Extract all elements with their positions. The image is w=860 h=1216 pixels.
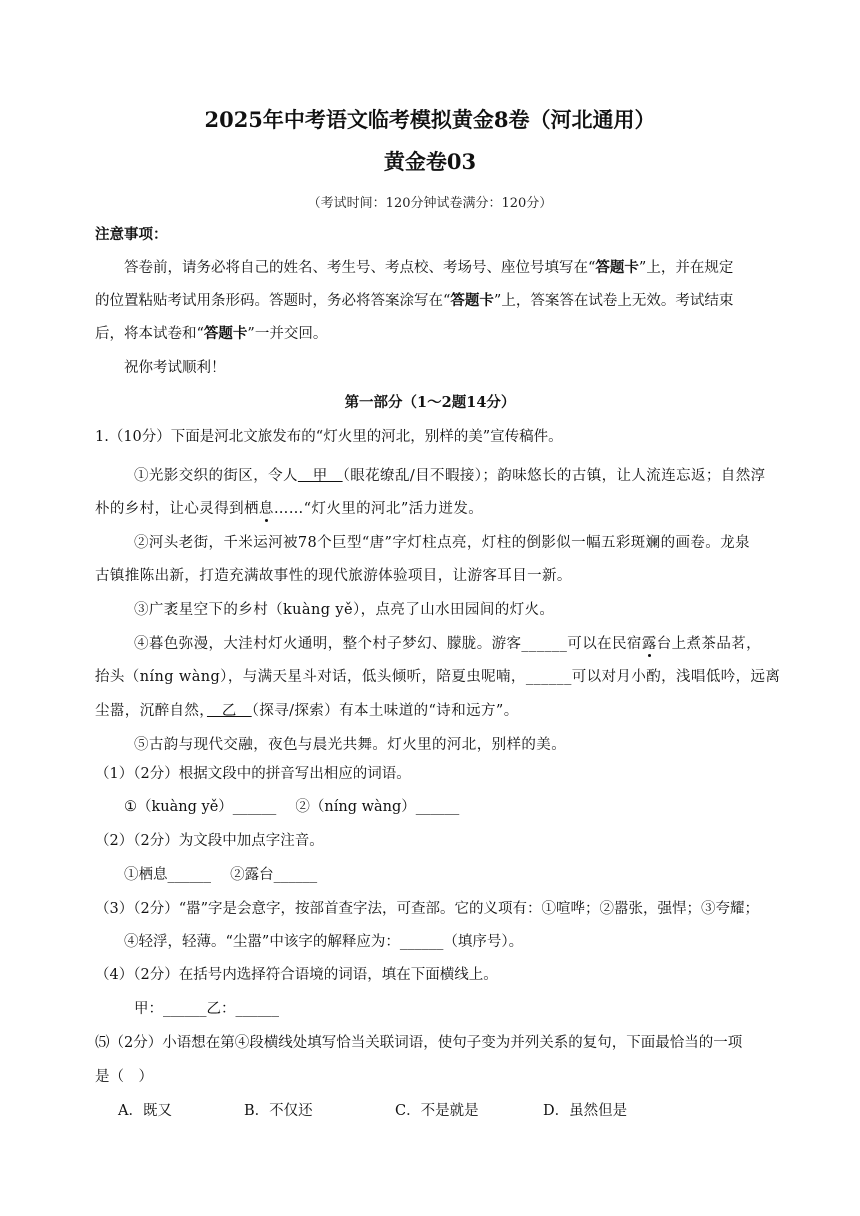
option-a: A．既又 [118,1103,172,1119]
sub-question-1-answer: ①（kuàng yě）______ ②（níng wàng）______ [124,799,460,815]
sub-question-5: ⑸（2分）小语想在第④段横线处填写恰当关联词语，使句子变为并列关系的复句，下面最恰当的一项 [95,1035,743,1051]
passage-paragraph-4-end: 尘嚣，沉醉自然， 乙 （探寻/探索）有本土味道的“诗和远方”。 [95,703,519,719]
exam-info: （考试时间：120分钟试卷满分：120分） [307,196,553,211]
sub-question-1: （1）（2分）根据文段中的拼音写出相应的词语。 [95,766,411,782]
option-b: B．不仅还 [244,1103,313,1119]
sub-question-2: （2）（2分）为文段中加点字注音。 [95,833,324,849]
notice-line-3: 后，将本试卷和“答题卡”一并交回。 [95,325,328,342]
blank-yi: 乙 [206,703,252,719]
question-1-stem: 1.（10分）下面是河北文旅发布的“灯火里的河北，别样的美”宣传稿件。 [95,429,563,445]
passage-paragraph-3: ③广袤星空下的乡村（kuàng yě），点亮了山水田园间的灯火。 [134,602,555,618]
passage-paragraph-2: ②河头老街，千米运河被78个巨型“唐”字灯柱点亮，灯柱的倒影似一幅五彩斑斓的画卷。龙泉 [134,535,750,551]
sub-question-5-cont: 是（ ） [95,1069,153,1085]
passage-paragraph-2-cont: 古镇推陈出新，打造充满故事性的现代旅游体验项目，让游客耳目一新。 [95,568,572,584]
option-d: D．虽然但是 [543,1103,628,1119]
sub-question-4-answer: 甲：______乙：______ [134,1001,279,1017]
passage-paragraph-1: ①光影交织的街区，令人 甲 （眼花缭乱/目不暇接）；韵味悠长的古镇，让人流连忘返；自然淳 [134,468,766,484]
passage-paragraph-5: ⑤古韵与现代交融，夜色与晨光共舞。灯火里的河北，别样的美。 [134,737,567,753]
sub-question-3: （3）（2分）“嚣”字是会意字，按部首查字法，可查部。它的义项有：①喧哗；②嚣张，强悍；③夸耀； [95,901,760,917]
passage-paragraph-4: ④暮色弥漫，大洼村灯火通明，整个村子梦幻、朦胧。游客______可以在民宿露台上煮茶品茗， [134,636,762,652]
option-c: C．不是就是 [395,1103,479,1119]
passage-paragraph-4-cont: 抬头（níng wàng），与满天星斗对话，低头倾听，陪夏虫呢喃，______可以对月小酌，浅唱低吟，远离 [95,669,781,685]
notice-wish: 祝你考试顺利！ [124,360,226,376]
part-one-heading: 第一部分（1～2题14分） [344,394,516,411]
document-subtitle: 黄金卷03 [383,149,477,174]
dotted-char-lu: 露 [641,636,657,652]
notice-line-1: 答卷前，请务必将自己的姓名、考生号、考点校、考场号、座位号填写在“答题卡”上，并在规定 [124,259,734,276]
passage-paragraph-1-cont: 朴的乡村，让心灵得到栖息……“灯火里的河北”活力迸发。 [95,501,484,517]
document-title: 2025年中考语文临考模拟黄金8卷（河北通用） [204,107,656,132]
sub-question-4: （4）（2分）在括号内选择符合语境的词语，填在下面横线上。 [95,967,498,983]
blank-jia: 甲 [297,468,343,484]
notice-heading: 注意事项： [95,226,168,243]
sub-question-2-answer: ①栖息______ ②露台______ [124,867,318,883]
sub-question-3-cont: ④轻浮，轻薄。“尘嚣”中该字的解释应为：______（填序号）。 [124,934,524,950]
dotted-char-xi: 息 [258,501,274,517]
notice-line-2: 的位置粘贴考试用条形码。答题时，务必将答案涂写在“答题卡”上，答案答在试卷上无效。考试结束 [95,292,734,309]
